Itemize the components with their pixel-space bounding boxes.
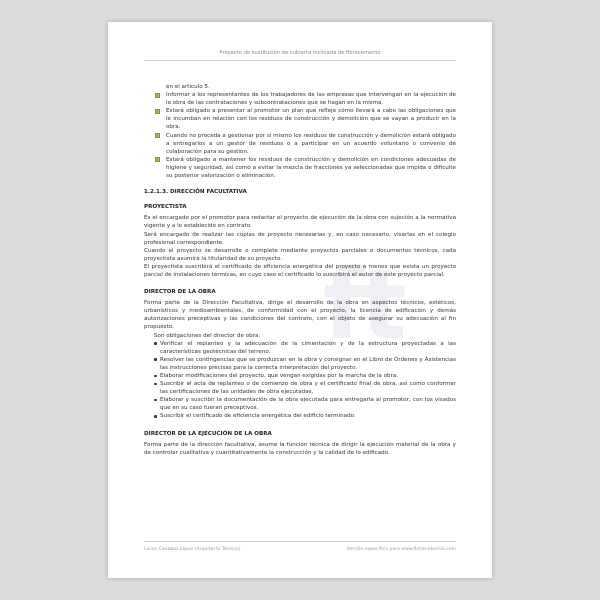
watermark: ft (323, 249, 403, 361)
list-item (144, 132, 456, 156)
page-header: Proyecto de sustitución de cubierta inclinada de fibrocemento (219, 50, 381, 56)
footer-version: Versión específica para www.fichenotecnia.com (346, 547, 456, 552)
director-ejecucion-paragraph: Forma parte de la dirección facultativa, asume la función técnica de dirigir la ejecución material de la obra y de controlar cualitativa y cuantitativamente la construcción y la calidad de lo edificado. (144, 441, 456, 456)
proyectista-heading: PROYECTISTA (144, 204, 187, 211)
checkbox-bullet-icon (155, 133, 160, 138)
list-item: Elaborar modificaciones del proyecto, que vengan exigidas por la marcha de la obra. (144, 372, 456, 380)
proyectista-paragraph: Cuando el proyecto se desarrolle o complete mediante proyectos parciales o documentos técnicos, cada proyectista asumirá la titularidad de su proyecto. (144, 247, 456, 262)
list-item: Suscribir el acta de replanteo o de comienzo de obra y el certificado final de obra, así como conformar las certificaciones de las unidades de obra ejecutadas. (144, 380, 456, 396)
checkbox-bullet-icon (155, 109, 160, 114)
list-item-text: Cuando no proceda a gestionar por sí mismo los residuos de construcción y demolición estará obligado a entregarlos a un gestor de residuos o a participar en un acuerdo voluntario o convenio de colaboración para su gestión. (166, 132, 456, 155)
director-obra-list (144, 340, 456, 421)
footer-author: Lucas Canabas López (Arquitecto Técnico) (144, 547, 241, 552)
list-item: Resolver las contingencias que se produzcan en la obra y consignar en el Libro de Órdenes y Asistencias las instrucciones precisas para la correcta interpretación del proyecto. (144, 356, 456, 372)
proyectista-paragraph: Es el encargado por el promotor para redactar el proyecto de ejecución de la obra con sujeción a la normativa vigente y a lo establecido en contrato. (144, 215, 456, 230)
director-ejecucion-heading: DIRECTOR DE LA EJECUCIÓN DE LA OBRA (144, 430, 272, 437)
list-item-text: Informar a los representantes de los trabajadores de las empresas que intervengan en la ejecución de la obra de las contrataciones y subcontrataciones que se hagan en la misma. (166, 92, 456, 107)
checkbox-bullet-icon (155, 93, 160, 98)
intro-bullet-list (144, 91, 456, 180)
director-obra-paragraph: Forma parte de la Dirección Facultativa, dirige el desarrollo de la obra en aspectos técnicos, estéticos, urbanísticos y medioambientales, de conformidad con el proyecto, la licencia de edificación y demás autorizaciones preceptivas y las condiciones del contrato, con el objeto de asegurar su adecuación al fin propuesto. (144, 300, 456, 331)
intro-line: en el artículo 5. (166, 84, 210, 90)
list-item (144, 107, 456, 131)
list-item-text: Estará obligado a mantener los residuos de construcción y demolición en condiciones adecuadas de higiene y seguridad, así como a evitar la mezcla de fracciones ya seleccionadas que impida o dificulte su posterior valorización o eliminación. (166, 156, 456, 180)
list-item: Suscribir el certificado de eficiencia energética del edificio terminado. (144, 412, 456, 420)
obligations-intro: Son obligaciones del director de obra: (154, 332, 261, 339)
director-obra-heading: DIRECTOR DE LA OBRA (144, 289, 216, 296)
list-item (144, 156, 456, 180)
proyectista-paragraph: Será encargado de realizar las copias de proyecto necesarias y, en caso necesario, visarlas en el colegio profesional correspondiente. (144, 231, 456, 246)
document-page (108, 22, 492, 578)
section-title: 1.2.1.3. DIRECCIÓN FACULTATIVA (144, 189, 247, 196)
list-item (144, 91, 456, 107)
checkbox-bullet-icon (155, 157, 160, 162)
proyectista-paragraph: El proyectista suscribirá el certificado de eficiencia energética del proyecto a menos que exista un proyecto parcial de instalaciones térmicas, en cuyo caso el certificado lo suscribirá el autor de este proyecto parcial. (144, 263, 456, 278)
footer-divider (144, 541, 456, 542)
list-item-text: Estará obligado a presentar al promotor un plan que refleje cómo llevará a cabo las obligaciones que le incumban en relación con los residuos de construcción y demolición que se vayan a producir en la obra. (166, 108, 456, 131)
list-item: Elaborar y suscribir la documentación de la obra ejecutada para entregarla al promotor, con los visados que en su caso fueran preceptivos. (144, 396, 456, 412)
header-divider (144, 60, 456, 61)
page-content (144, 83, 456, 457)
list-item: Verificar el replanteo y la adecuación de la cimentación y de la estructura proyectadas a las características geotécnicas del terreno. (144, 340, 456, 356)
